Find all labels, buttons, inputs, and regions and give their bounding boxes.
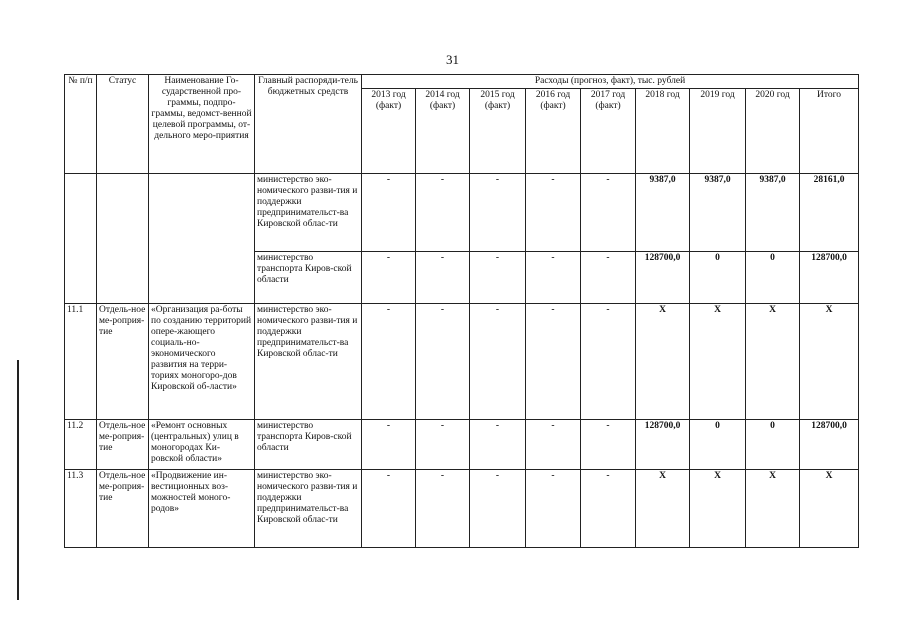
value-cell: -: [581, 304, 636, 420]
value-cell: -: [526, 420, 581, 470]
row-num: 11.2: [65, 420, 97, 470]
value-cell: 128700,0: [636, 252, 690, 304]
value-cell: -: [362, 470, 416, 548]
value-cell: 9387,0: [690, 174, 746, 252]
row-name: «Продвижение ин-вестиционных воз-можностей моного-родов»: [149, 470, 255, 548]
value-cell: X: [690, 470, 746, 548]
value-cell: -: [416, 470, 470, 548]
header-year: 2013 год (факт): [362, 89, 416, 174]
value-cell: 0: [690, 420, 746, 470]
expenses-table: [64, 74, 859, 548]
row-name: «Ремонт основных (центральных) улиц в моногородах Ки-ровской области»: [149, 420, 255, 470]
row-num: 11.3: [65, 470, 97, 548]
value-cell: X: [690, 304, 746, 420]
page-number: 31: [446, 52, 459, 67]
header-year: 2017 год (факт): [581, 89, 636, 174]
row-manager: министерство транспорта Киров-ской области: [255, 252, 362, 304]
row-num: [65, 174, 97, 304]
header-total: Итого: [800, 89, 859, 174]
header-year: 2016 год (факт): [526, 89, 581, 174]
header-year: 2018 год: [636, 89, 690, 174]
header-name: Наименование Го-сударственной про-граммы, подпро-граммы, ведомст-венной целевой программы, от-дельного меро-приятия: [149, 75, 255, 174]
value-cell: 0: [690, 252, 746, 304]
value-cell: -: [416, 420, 470, 470]
row-status: Отдель-ное ме-роприя-тие: [97, 304, 149, 420]
value-cell: 128700,0: [636, 420, 690, 470]
value-cell: -: [526, 174, 581, 252]
row-manager: министерство эко-номического разви-тия и поддержки предпринимательст-ва Кировской облас-ти: [255, 304, 362, 420]
value-cell: -: [526, 470, 581, 548]
table-row: [65, 304, 859, 420]
header-year: 2014 год (факт): [416, 89, 470, 174]
value-cell: -: [581, 252, 636, 304]
row-status: Отдель-ное ме-роприя-тие: [97, 420, 149, 470]
value-cell: X: [636, 304, 690, 420]
value-cell: -: [416, 252, 470, 304]
value-cell: -: [470, 420, 526, 470]
value-cell: 9387,0: [636, 174, 690, 252]
value-cell: -: [470, 470, 526, 548]
value-cell: -: [526, 252, 581, 304]
value-cell: -: [581, 174, 636, 252]
row-status: Отдель-ное ме-роприя-тие: [97, 470, 149, 548]
value-cell: X: [800, 304, 859, 420]
row-name: «Организация ра-боты по созданию территорий опере-жающего социаль-но-экономического развития на терри-ториях моногоро-дов Кировской об-ласти»: [149, 304, 255, 420]
header-year: 2020 год: [746, 89, 800, 174]
header-year: 2015 год (факт): [470, 89, 526, 174]
row-num: 11.1: [65, 304, 97, 420]
value-cell: 0: [746, 420, 800, 470]
value-cell: -: [581, 470, 636, 548]
value-cell: 0: [746, 252, 800, 304]
scan-edge-line: [17, 360, 19, 600]
header-manager: Главный распоряди-тель бюджетных средств: [255, 75, 362, 174]
value-cell: -: [362, 174, 416, 252]
value-cell: 28161,0: [800, 174, 859, 252]
value-cell: -: [470, 174, 526, 252]
row-status: [97, 174, 149, 304]
value-cell: -: [581, 420, 636, 470]
value-cell: 9387,0: [746, 174, 800, 252]
value-cell: -: [470, 252, 526, 304]
header-expenses: Расходы (прогноз, факт), тыс. рублей: [362, 75, 859, 89]
header-num: № п/п: [65, 75, 97, 174]
header-status: Статус: [97, 75, 149, 174]
table-row: [65, 470, 859, 548]
value-cell: -: [416, 304, 470, 420]
value-cell: -: [526, 304, 581, 420]
table-row: [65, 420, 859, 470]
row-name: [149, 174, 255, 304]
value-cell: -: [362, 252, 416, 304]
table-row: [65, 174, 859, 252]
row-manager: министерство транспорта Киров-ской области: [255, 420, 362, 470]
value-cell: X: [746, 304, 800, 420]
value-cell: X: [636, 470, 690, 548]
value-cell: -: [470, 304, 526, 420]
row-manager: министерство эко-номического разви-тия и поддержки предпринимательст-ва Кировской облас-ти: [255, 174, 362, 252]
value-cell: -: [362, 304, 416, 420]
value-cell: -: [416, 174, 470, 252]
value-cell: 128700,0: [800, 252, 859, 304]
value-cell: X: [746, 470, 800, 548]
header-year: 2019 год: [690, 89, 746, 174]
value-cell: -: [362, 420, 416, 470]
value-cell: 128700,0: [800, 420, 859, 470]
value-cell: X: [800, 470, 859, 548]
row-manager: министерство эко-номического разви-тия и поддержки предпринимательст-ва Кировской облас-ти: [255, 470, 362, 548]
